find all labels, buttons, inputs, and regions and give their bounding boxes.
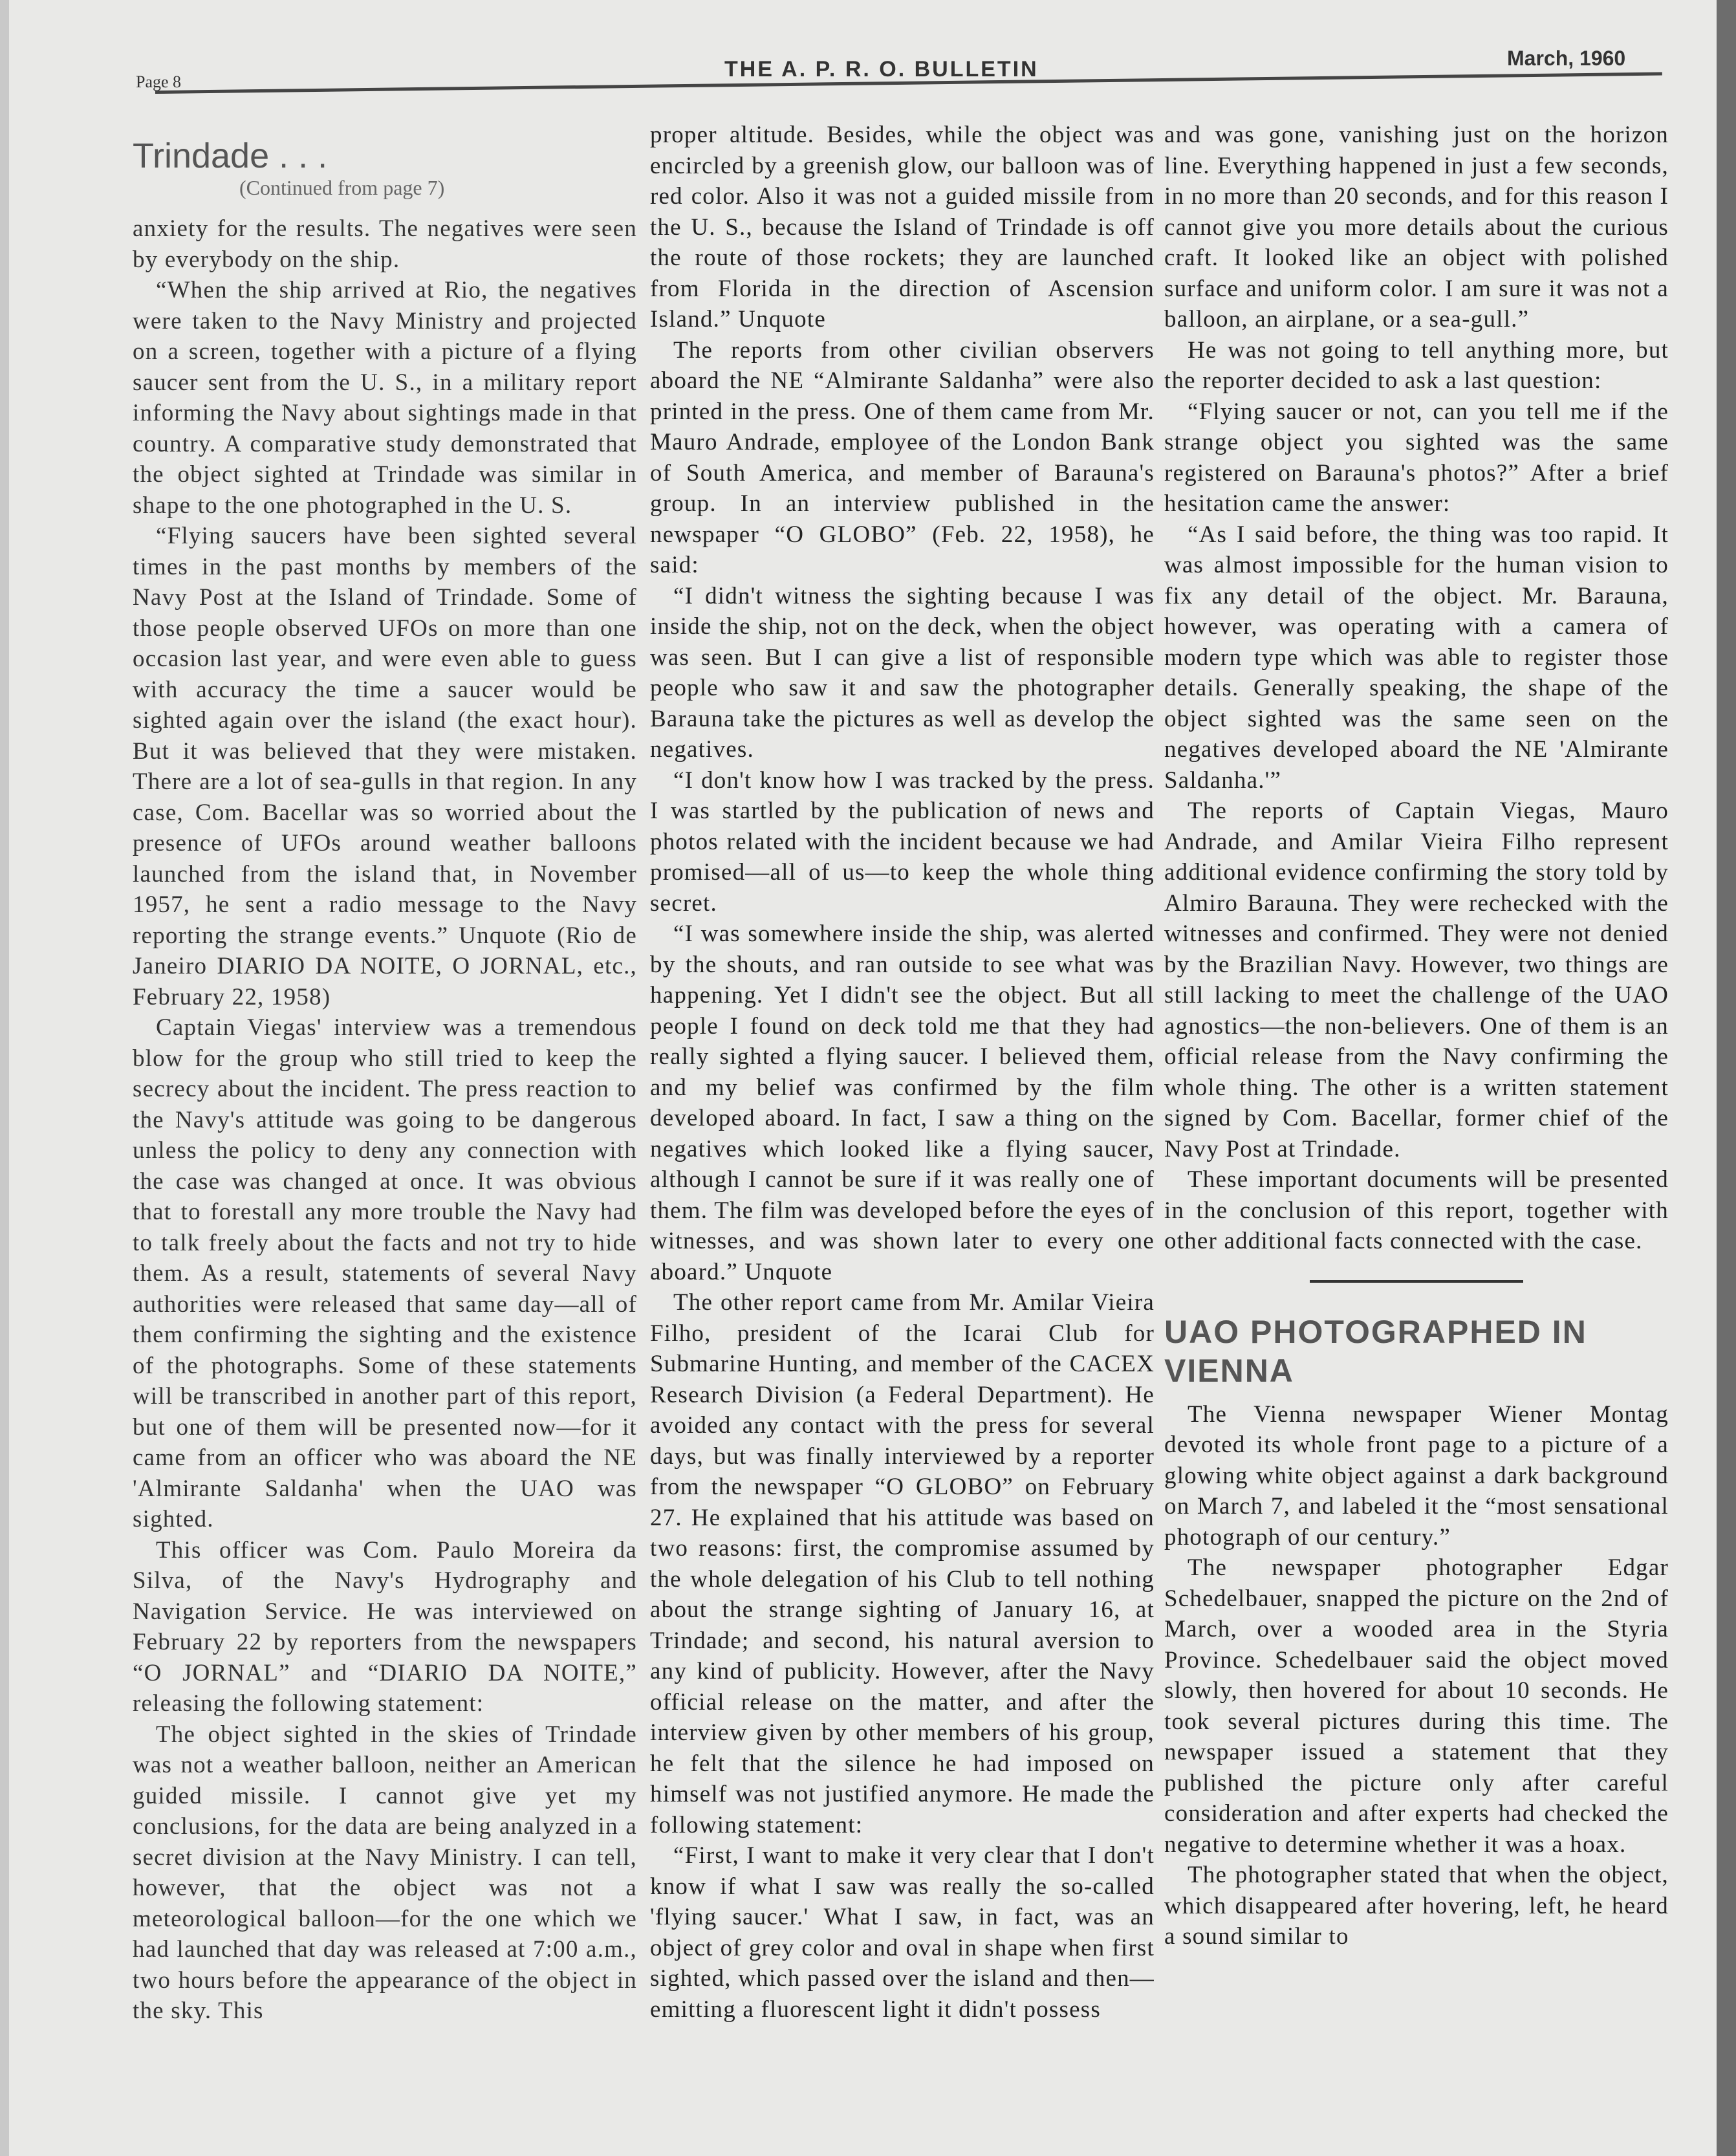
paragraph: The other report came from Mr. Amilar Vieira Filho, president of the Icarai Club for Submarine Hunting, and member of the CACEX Research Division (a Federal Department). He avoided any contact with the press for several days, but was finally interviewed by a reporter from the newspaper “O GLOBO” on February 27. He explained that his attitude was based on two reasons: first, the compromise assumed by the whole delegation of his Club to tell nothing about the strange sighting of January 16, at Trindade; and second, his natural aversion to any kind of publicity. However, after the Navy official release on the matter, and after the interview given by other members of his group, he felt that the silence he had imposed on himself was not justified anymore. He made the following statement:	[650, 1289, 1155, 1838]
paragraph: “I don't know how I was tracked by the press. I was startled by the publication of news and photos related with the incident because we had promised—all of us—to keep the whole thing secret.	[650, 767, 1155, 917]
column-middle	[650, 120, 1155, 2154]
paragraph: “I didn't witness the sighting because I was inside the ship, not on the deck, when the object was seen. But I can give a list of responsible people who saw it and saw the photographer Barauna take the pictures as well as develop the negatives.	[650, 582, 1155, 763]
paragraph: “I was somewhere inside the ship, was alerted by the shouts, and ran outside to see what was happening. Yet I didn't see the object. But all people I found on deck told me that they had really sighted a flying saucer. I believed them, and my belief was confirmed by the film developed aboard. In fact, I saw a thing on the negatives which looked like a flying saucer, although I cannot be sure if it was really one of them. The film was developed before the eyes of witnesses, and was shown later to every one aboard.” Unquote	[650, 920, 1155, 1285]
paragraph: The reports of Captain Viegas, Mauro Andrade, and Amilar Vieira Filho represent additional evidence confirming the story told by Almiro Barauna. They were rechecked with the witnesses and confirmed. They were not denied by the Brazilian Navy. However, two things are still lacking to meet the challenge of the UAO agnostics—the non-believers. One of them is an official release from the Navy confirming the whole thing. The other is a written statement signed by Com. Bacellar, former chief of the Navy Post at Trindade.	[1164, 798, 1669, 1162]
paragraph: “Flying saucers have been sighted several times in the past months by members of the Navy Post at the Island of Trindade. Some of those people observed UFOs on more than one occasion last year, and were even able to guess with accuracy the time a saucer would be sighted again over the island (the exact hour). But it was believed that they were mistaken. There are a lot of sea-gulls in that region. In any case, Com. Bacellar was so worried about the presence of UFOs around weather balloons launched from the island that, in November 1957, he sent a radio message to the Navy reporting the strange events.” Unquote (Rio de Janeiro DIARIO DA NOITE, O JORNAL, etc., February 22, 1958)	[133, 523, 637, 1010]
paragraph: anxiety for the results. The negatives were seen by everybody on the ship.	[133, 215, 637, 273]
column-left	[133, 213, 637, 2154]
paragraph: The photographer stated that when the object, which disappeared after hovering, left, he heard a sound similar to	[1164, 1862, 1669, 1950]
issue-date: March, 1960	[1507, 47, 1626, 70]
paragraph: “First, I want to make it very clear that I don't know if what I saw was really the so-called 'flying saucer.' What I saw, in fact, was an object of grey color and oval in shape when first sighted, which passed over the island and then—emitting a fluorescent light it didn't possess	[650, 1842, 1155, 2023]
paragraph: and was gone, vanishing just on the horizon line. Everything happened in just a few seconds, in no more than 20 seconds, and for this reason I cannot give you more details about the curious craft. It looked like an object with polished surface and uniform color. I am sure it was not a balloon, an airplane, or a sea-gull.”	[1164, 122, 1669, 332]
paragraph: proper altitude. Besides, while the object was encircled by a greenish glow, our balloon was of red color. Also it was not a guided missile from the U. S., because the Island of Trindade is off the route of those rockets; they are launched from Florida in the direction of Ascension Island.” Unquote	[650, 122, 1155, 332]
column-right	[1164, 120, 1669, 2154]
paragraph: “When the ship arrived at Rio, the negatives were taken to the Navy Ministry and projected on a screen, together with a picture of a flying saucer sent from the U. S., in a military report informing the Navy about sightings made in that country. A comparative study demonstrated that the object sighted at Trindade was similar in shape to the one photographed in the U. S.	[133, 277, 637, 519]
paragraph: Captain Viegas' interview was a tremendous blow for the group who still tried to keep the secrecy about the incident. The press reaction to the Navy's attitude was going to be dangerous unless the policy to deny any connection with the case was changed at once. It was obvious that to forestall any more trouble the Navy had to talk freely about the facts and not try to hide them. As a result, statements of several Navy authorities were released that same day—all of them confirming the sighting and the existence of the photographs. Some of these statements will be transcribed in another part of this report, but one of them will be presented now—for it came from an officer who was aboard the NE 'Almirante Saldanha' when the UAO was sighted.	[133, 1014, 637, 1532]
paragraph: This officer was Com. Paulo Moreira da Silva, of the Navy's Hydrography and Navigation Service. He was interviewed on February 22 by reporters from the newspapers “O JORNAL” and “DIARIO DA NOITE,” releasing the following statement:	[133, 1536, 637, 1717]
article-headline: UAO PHOTOGRAPHED IN VIENNA	[1164, 1313, 1587, 1389]
paragraph: The object sighted in the skies of Trindade was not a weather balloon, neither an American guided missile. I cannot give yet my conclusions, for the data are being analyzed in a secret division at the Navy Ministry. I can tell, however, that the object was not a meteorological balloon—for the one which we had launched that day was released at 7:00 a.m., two hours before the appearance of the object in the sky. This	[133, 1721, 637, 2024]
section-title: Trindade . . .	[133, 136, 328, 175]
section-divider	[1310, 1280, 1523, 1283]
scan-edge-right	[1717, 0, 1736, 2156]
paragraph: The Vienna newspaper Wiener Montag devoted its whole front page to a picture of a glowing white object against a dark background on March 7, and labeled it the “most sensational photograph of our century.”	[1164, 1400, 1669, 1551]
bulletin-title: THE A. P. R. O. BULLETIN	[724, 57, 1039, 82]
paragraph: The reports from other civilian observers aboard the NE “Almirante Saldanha” were also printed in the press. One of them came from Mr. Mauro Andrade, employee of the London Bank of South America, and member of Barauna's group. In an interview published in the newspaper “O GLOBO” (Feb. 22, 1958), he said:	[650, 336, 1155, 578]
paragraph: These important documents will be presented in the conclusion of this report, together with other additional facts connected with the case.	[1164, 1166, 1669, 1254]
scan-edge-left	[0, 0, 9, 2156]
paragraph: “Flying saucer or not, can you tell me if the strange object you sighted was the same registered on Barauna's photos?” After a brief hesitation came the answer:	[1164, 398, 1669, 517]
paragraph: “As I said before, the thing was too rapid. It was almost impossible for the human vision to fix any detail of the object. Mr. Barauna, however, was operating with a camera of modern type which was able to register those details. Generally speaking, the shape of the object sighted was the same seen on the negatives developed aboard the NE 'Almirante Saldanha.'”	[1164, 521, 1669, 794]
continued-note: (Continued from page 7)	[239, 176, 445, 199]
paragraph: He was not going to tell anything more, but the reporter decided to ask a last question:	[1164, 336, 1669, 394]
page-number: Page 8	[136, 72, 182, 91]
paragraph: The newspaper photographer Edgar Schedelbauer, snapped the picture on the 2nd of March, over a wooded area in the Styria Province. Schedelbauer said the object moved slowly, then hovered for about 10 seconds. He took several pictures during this time. The newspaper issued a statement that they published the picture only after careful consideration and after experts had checked the negative to determine whether it was a hoax.	[1164, 1554, 1669, 1858]
